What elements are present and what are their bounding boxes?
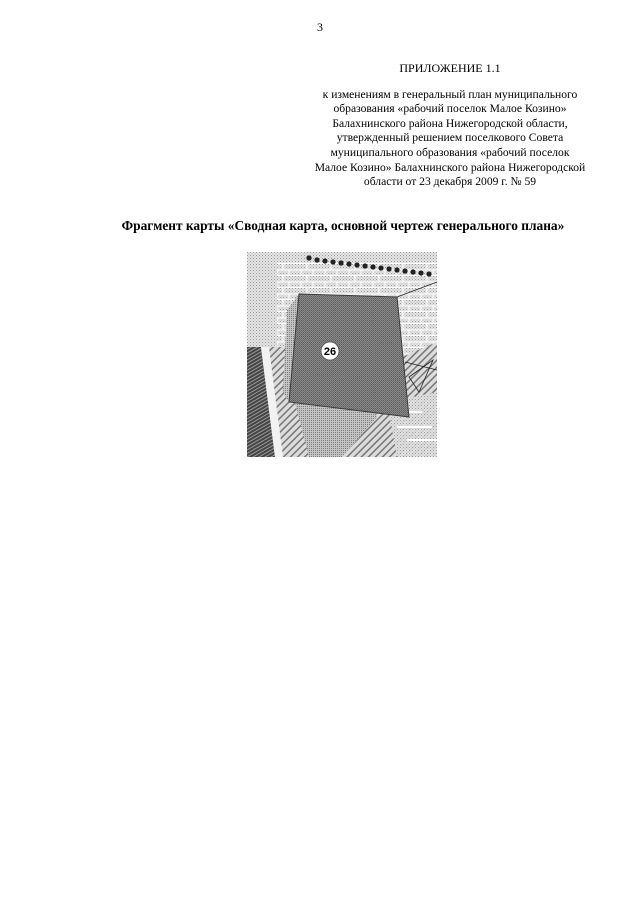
parcel-label: 26 xyxy=(323,346,337,358)
appendix-header xyxy=(290,61,610,190)
appendix-line: Малое Козино» Балахнинского района Нижегородской xyxy=(314,160,586,174)
map-parcel xyxy=(289,294,409,417)
map-image xyxy=(247,252,437,457)
appendix-line: области от 23 декабря 2009 г. № 59 xyxy=(363,175,537,189)
appendix-title: ПРИЛОЖЕНИЕ 1.1 xyxy=(399,61,501,75)
appendix-line: к изменениям в генеральный план муниципального xyxy=(322,87,578,101)
appendix-line: образования «рабочий поселок Малое Козино» xyxy=(333,102,567,116)
map-fragment-title: Фрагмент карты «Сводная карта, основной чертеж генерального плана» xyxy=(121,218,565,233)
appendix-line: Балахнинского района Нижегородской области, xyxy=(332,116,568,130)
map-fragment xyxy=(247,252,437,457)
appendix-line: муниципального образования «рабочий поселок xyxy=(330,145,570,159)
page-number: 3 xyxy=(317,20,323,34)
appendix-line: утвержденный решением поселкового Совета xyxy=(336,131,564,145)
